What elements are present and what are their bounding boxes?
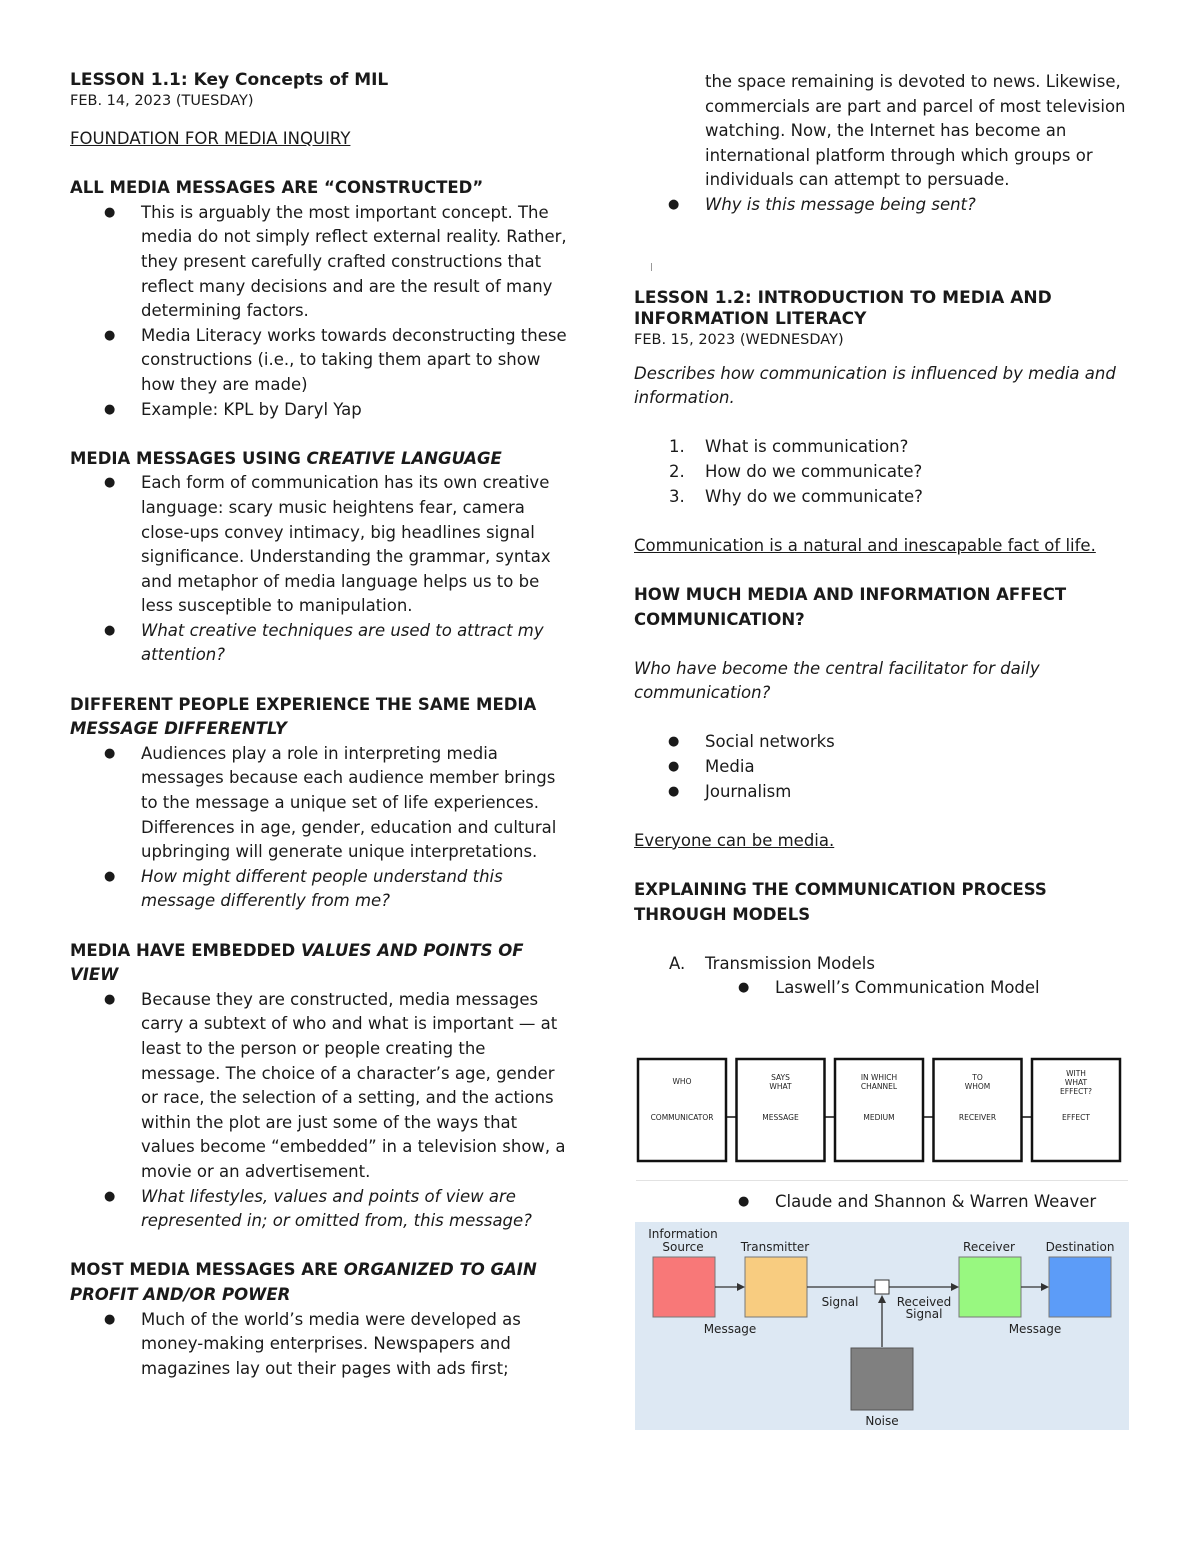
laswell-box-top-label: WHAT [1064,1078,1088,1087]
destination-label: Destination [1045,1240,1115,1254]
list-item-question: ● What lifestyles, values and points of view are represented in; or omitted from, this message? [141,1185,570,1234]
divider [636,1180,1128,1181]
communication-fact: Communication is a natural and inescapable fact of life. [634,535,1096,555]
laswell-box-top-label: WHOM [964,1082,991,1091]
models-list [634,952,1144,977]
different-people-list [70,742,570,914]
info-source-box [653,1257,715,1317]
laswell-box-bottom-label: RECEIVER [958,1113,997,1122]
list-item: ● Media Literacy works towards deconstructing these constructions (i.e., to taking them apart to show how they are made) [141,324,570,398]
embedded-values-heading: MEDIA HAVE EMBEDDED VALUES AND POINTS OF VIEW [70,940,524,985]
laswell-box-bottom-label: MESSAGE [762,1113,799,1122]
everyone-media: Everyone can be media. [634,830,835,850]
destination-box [1049,1257,1111,1317]
noise-label: Noise [865,1414,899,1428]
transmitter-label: Transmitter [740,1240,810,1254]
receiver-box [959,1257,1021,1317]
list-item: ● Social networks [705,730,1144,755]
list-item: 2. How do we communicate? [669,461,923,481]
list-item-question: ● How might different people understand this message differently from me? [141,865,570,914]
list-item: ● Claude and Shannon & Warren Weaver [775,1190,1144,1215]
list-item: ● Media [705,755,1144,780]
laswell-box-top-label: SAYS [771,1073,790,1082]
model-sublist-2 [634,1190,1144,1215]
stray-mark [651,263,652,271]
laswell-box-top-label: WHAT [769,1082,792,1091]
profit-power-list [70,1308,570,1382]
received-signal-label-1: Received [896,1295,952,1309]
list-item: ● Audiences play a role in interpreting media messages because each audience member brings to the message a unique set of life experiences. Differences in age, gender, education and cultural upbringing will generate unique interpretations. [141,742,570,865]
foundation-heading: FOUNDATION FOR MEDIA INQUIRY [70,129,351,148]
laswell-diagram [636,1056,1126,1166]
info-source-label-2: Source [662,1240,704,1254]
list-item: ● Much of the world’s media were developed as money-making enterprises. Newspapers and magazines lay out their pages with ads first; [141,1308,570,1382]
list-item: ● This is arguably the most important concept. The media do not simply reflect external reality. Rather, they present carefully crafted constructions that reflect many decisions and are the result of many determining factors. [141,201,570,324]
list-item: A. Transmission Models [669,953,875,973]
noise-box [851,1348,913,1410]
list-item: ● Because they are constructed, media messages carry a subtext of who and what is important — at least to the person or people creating the message. The choice of a character’s age, gender or race, the selection of a setting, and the actions within the plot are just some of the ways that values become “embedded” in a television show, a movie or an advertisement. [141,988,570,1185]
list-item: ● Example: KPL by Daryl Yap [141,398,570,423]
continued-list [634,70,1144,218]
facilitator-question: Who have become the central facilitator for daily communication? [634,658,1040,703]
transmitter-box [745,1257,807,1317]
shannon-weaver-diagram [635,1222,1129,1430]
lesson-description: Describes how communication is influenced by media and information. [634,363,1116,408]
different-people-heading: DIFFERENT PEOPLE EXPERIENCE THE SAME MEDIA MESSAGE DIFFERENTLY [70,694,537,739]
affect-heading: HOW MUCH MEDIA AND INFORMATION AFFECT COMMUNICATION? [634,584,1067,629]
profit-power-heading: MOST MEDIA MESSAGES ARE ORGANIZED TO GAIN PROFIT AND/OR POWER [70,1260,537,1304]
receiver-label: Receiver [963,1240,1015,1254]
constructed-heading: ALL MEDIA MESSAGES ARE “CONSTRUCTED” [70,178,484,198]
right-column [634,70,1144,1001]
list-item-continuation: the space remaining is devoted to news. Likewise, commercials are part and parcel of most television watching. Now, the Internet has become an international platform through which groups or individuals can attempt to persuade. [705,72,1126,190]
embedded-values-list [70,988,570,1234]
facilitator-list [634,730,1144,804]
list-item: ● Laswell’s Communication Model [775,976,1144,1001]
creative-language-heading: MEDIA MESSAGES USING CREATIVE LANGUAGE [70,448,502,468]
message-label-right: Message [1008,1322,1062,1336]
laswell-box-bottom-label: COMMUNICATOR [650,1113,714,1122]
lesson-1-2-date: FEB. 15, 2023 (WEDNESDAY) [634,331,844,348]
received-signal-label-2: Signal [905,1307,943,1321]
lesson-1-2-title: LESSON 1.2: INTRODUCTION TO MEDIA AND INFORMATION LITERACY [634,287,1052,329]
info-source-label-1: Information [648,1227,718,1241]
laswell-box-bottom-label: MEDIUM [863,1113,895,1122]
lesson-1-1-title: LESSON 1.1: Key Concepts of MIL [70,70,389,90]
model-sublist-1 [634,976,1144,1001]
left-column [70,70,570,1381]
creative-language-list [70,471,570,668]
list-item: ● Journalism [705,780,1144,805]
list-item-question: ● Why is this message being sent? [705,193,1144,218]
laswell-box [638,1059,726,1161]
process-heading: EXPLAINING THE COMMUNICATION PROCESS THROUGH MODELS [634,880,1047,924]
lesson-1-1-date: FEB. 14, 2023 (TUESDAY) [70,93,254,109]
communication-questions [634,435,1144,509]
message-label-left: Message [703,1322,757,1336]
list-item: 1. What is communication? [669,437,909,457]
list-item-question: ● What creative techniques are used to attract my attention? [141,619,570,668]
list-item: ● Each form of communication has its own creative language: scary music heightens fear, camera close-ups convey intimacy, big headlines signal significance. Understanding the grammar, syntax and metaphor of media language helps us to be less susceptible to manipulation. [141,471,570,619]
laswell-box-top-label: EFFECT? [1060,1087,1092,1096]
noise-junction [875,1280,889,1294]
laswell-box-top-label: WHO [672,1077,692,1086]
signal-label: Signal [821,1295,859,1309]
laswell-box-top-label: IN WHICH [860,1073,898,1082]
constructed-list [70,201,570,422]
laswell-box-top-label: TO [972,1073,983,1082]
laswell-box-bottom-label: EFFECT [1062,1113,1090,1122]
laswell-box-top-label: CHANNEL [860,1082,898,1091]
list-item: 3. Why do we communicate? [669,486,923,506]
laswell-box-top-label: WITH [1066,1069,1086,1078]
